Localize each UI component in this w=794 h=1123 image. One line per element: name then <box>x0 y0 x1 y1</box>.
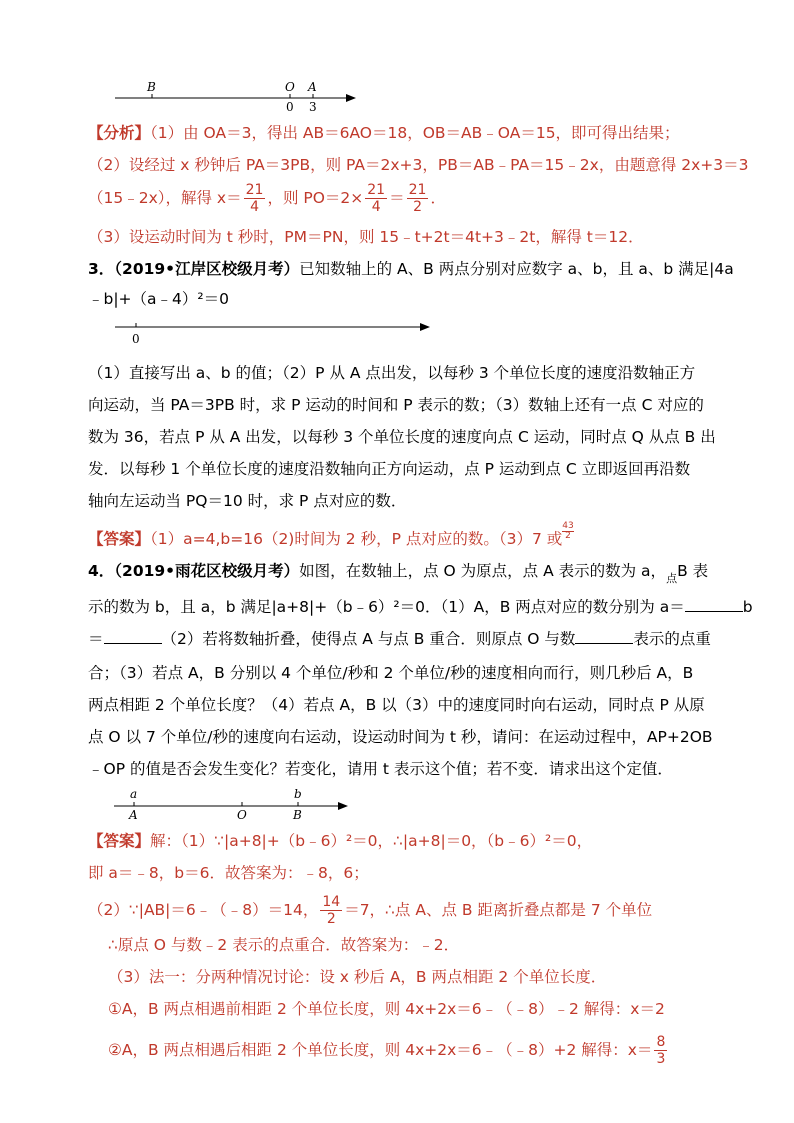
q3-para-1: （1）直接写出 a、b 的值；（2）P 从 A 点出发，以每秒 3 个单位长度的速度沿数轴正方 <box>88 364 696 382</box>
q4-answer-4: ∴原点 O 与数﹣2 表示的点重合．故答案为：﹣2． <box>108 936 460 954</box>
label-a-upper: A <box>129 808 138 822</box>
q3-number: 3． <box>88 260 115 278</box>
label-o-q4: O <box>237 808 247 822</box>
q4-answer-1 <box>88 830 592 852</box>
analysis-line-2: （2）设经过 x 秒钟后 PA＝3PB，则 PA＝2x+3，PB＝AB﹣PA＝15﹣2x，由题意得 2x+3＝3 <box>88 156 749 174</box>
q3-answer-text: （1）a=4,b=16（2)时间为 2 秒，P 点对应的数。（3）7 或 <box>150 530 563 548</box>
fraction-21-4-b: $\frac{21}{4}$ <box>367 182 386 215</box>
analysis-text-1: （1）由 OA＝3，得出 AB＝6AO＝18，OB＝AB﹣OA＝15，即可得出结果； <box>150 124 680 142</box>
q4-answer-3a: （2）∵|AB|＝6﹣（﹣8）＝14， <box>88 901 319 919</box>
q4-answer-2: 即 a＝﹣8，b＝6．故答案为：﹣8，6； <box>88 864 369 882</box>
q4-small-point: 点 <box>666 572 678 585</box>
fraction-43-2: $\frac{43}{2}$ <box>562 521 574 541</box>
q4-line-1 <box>88 560 708 584</box>
q3-answer-tag: 【答案】 <box>88 530 151 548</box>
analysis-3c: ＝ <box>389 189 405 207</box>
label-a-lower: a <box>130 787 138 801</box>
q3-para-4: 发．以每秒 1 个单位长度的速度沿数轴向正方向运动，点 P 运动到点 C 立即返回再沿数 <box>88 460 691 478</box>
q4-line-3 <box>88 628 711 650</box>
analysis-tag: 【分析】 <box>88 124 151 142</box>
q4-answer-7 <box>108 1034 669 1067</box>
q3-answer <box>88 521 574 550</box>
analysis-line-3 <box>88 182 446 215</box>
q4-text-1b: B 表 <box>677 562 709 580</box>
fraction-14-2: $\frac{14}{2}$ <box>322 894 341 927</box>
tick-0-q3: 0 <box>132 332 140 346</box>
q4-line-6: 点 O 以 7 个单位/秒的速度向右运动，设运动时间为 t 秒，请问：在运动过程中，AP+2OB <box>88 728 713 746</box>
analysis-line-4: （3）设运动时间为 t 秒时，PM＝PN，则 15﹣t+2t＝4t+3﹣2t，解得 t＝12． <box>88 228 644 246</box>
q4-text-2b: b <box>742 598 753 616</box>
analysis-3a: （15﹣2x），解得 x＝ <box>88 189 242 207</box>
blank-b[interactable] <box>104 629 162 644</box>
label-a: A <box>308 80 317 94</box>
q4-answer-6: ①A，B 两点相遇前相距 2 个单位长度，则 4x+2x＝6﹣（﹣8）﹣2 解得：x＝2 <box>108 1000 665 1018</box>
label-o: O <box>285 80 295 94</box>
q4-answer-text-1: 解：（1）∵|a+8|+（b﹣6）²＝0，∴|a+8|＝0，（b﹣6）²＝0， <box>150 832 593 850</box>
label-b-upper: B <box>293 808 302 822</box>
q4-line-5: 两点相距 2 个单位长度？（4）若点 A，B 以（3）中的速度同时向右运动，同时点 P 从原 <box>88 696 705 714</box>
tick-0: 0 <box>286 100 294 114</box>
fraction-21-2: $\frac{21}{2}$ <box>408 182 427 215</box>
q4-line-4: 合；（3）若点 A，B 分别以 4 个单位/秒和 2 个单位/秒的速度相向而行，则几秒后 A，B <box>88 664 694 682</box>
fraction-8-3: $\frac{8}{3}$ <box>656 1034 666 1067</box>
q4-text-1a: 如图，在数轴上，点 O 为原点，点 A 表示的数为 a， <box>299 562 667 580</box>
q3-para-2: 向运动，当 PA＝3PB 时，求 P 运动的时间和 P 表示的数；（3）数轴上还有一点 C 对应的 <box>88 396 704 414</box>
q4-text-3b: （2）若将数轴折叠，使得点 A 与点 B 重合．则原点 O 与数 <box>161 630 576 648</box>
q3-source: （2019•江岸区校级月考） <box>114 260 300 278</box>
fraction-21-4: $\frac{21}{4}$ <box>245 182 264 215</box>
q4-line-2 <box>88 596 753 618</box>
q3-para-3: 数为 36，若点 P 从 A 出发，以每秒 3 个单位长度的速度向点 C 运动，同时点 Q 从点 B 出 <box>88 428 716 446</box>
tick-3: 3 <box>309 100 317 114</box>
number-line-figure-1 <box>110 78 360 114</box>
label-b-lower: b <box>294 787 302 801</box>
analysis-line-1 <box>88 122 680 144</box>
number-line-figure-2 <box>110 316 440 346</box>
q4-answer-5: （3）法一：分两种情况讨论：设 x 秒后 A，B 两点相距 2 个单位长度． <box>108 968 607 986</box>
q4-answer-3 <box>88 894 652 927</box>
q4-source: （2019•雨花区校级月考） <box>114 562 300 580</box>
blank-a[interactable] <box>685 597 743 612</box>
blank-fold[interactable] <box>575 629 633 644</box>
q4-number: 4． <box>88 562 115 580</box>
analysis-3b: ，则 PO＝2× <box>267 189 364 207</box>
analysis-3d: ． <box>430 189 446 207</box>
number-line-figure-3 <box>112 786 352 822</box>
q4-line-7: ﹣OP 的值是否会发生变化？若变化，请用 t 表示这个值；若不变．请求出这个定值． <box>88 760 673 778</box>
label-b: B <box>147 80 156 94</box>
q3-para-5: 轴向左运动当 PQ＝10 时，求 P 点对应的数． <box>88 492 407 510</box>
q4-text-3a: ＝ <box>88 630 104 648</box>
q4-answer-3b: ＝7，∴点 A、点 B 距离折叠点都是 7 个单位 <box>344 901 653 919</box>
q4-answer-tag: 【答案】 <box>88 832 151 850</box>
q4-answer-7-text: ②A，B 两点相遇后相距 2 个单位长度，则 4x+2x＝6﹣（﹣8）+2 解得：x＝ <box>108 1041 653 1059</box>
q4-text-3c: 表示的点重 <box>633 630 711 648</box>
q3-line-1 <box>88 258 734 280</box>
q4-text-2: 示的数为 b，且 a，b 满足|a+8|+（b﹣6）²＝0．（1）A，B 两点对应的数分别为 a＝ <box>88 598 685 616</box>
q3-line-2: ﹣b|+（a﹣4）²＝0 <box>88 290 229 308</box>
q3-text-1: 已知数轴上的 A、B 两点分别对应数字 a、b，且 a、b 满足|4a <box>299 260 734 278</box>
